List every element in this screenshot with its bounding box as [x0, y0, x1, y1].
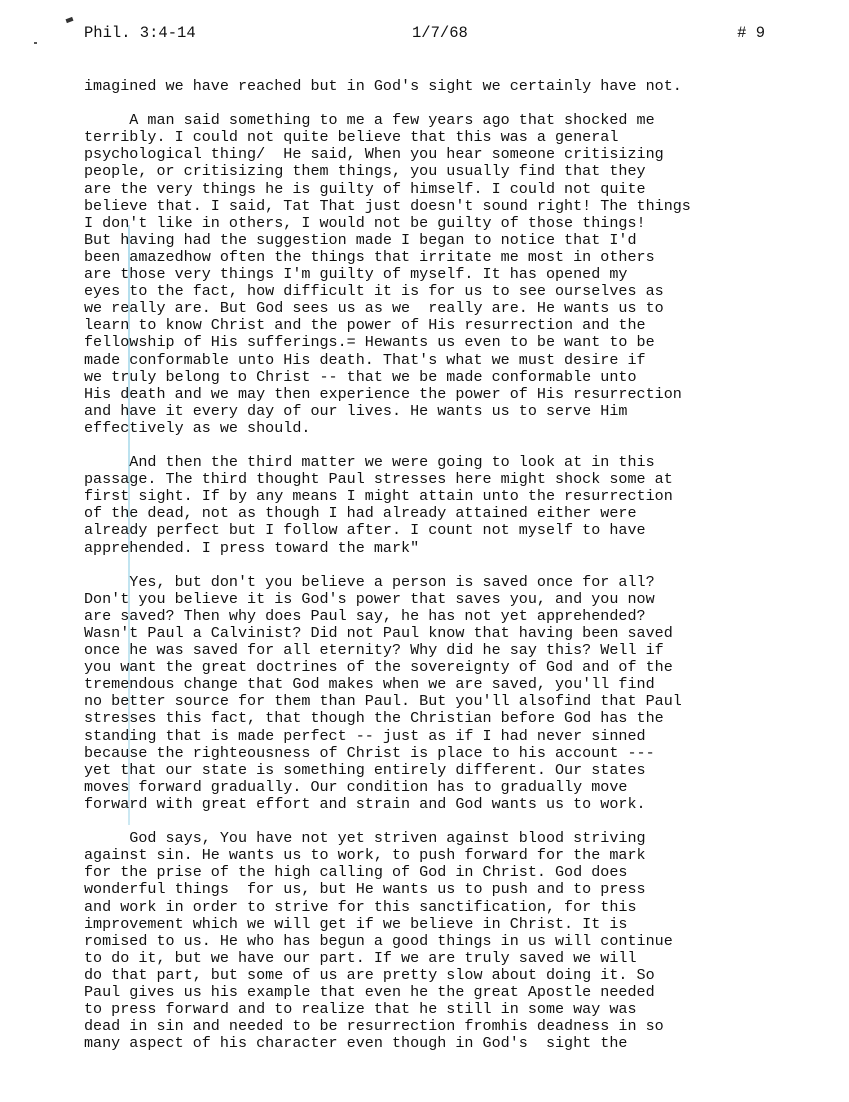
text-line: tremendous change that God makes when we are saved, you'll find: [84, 675, 655, 694]
paragraph-gap: [84, 557, 784, 574]
text-line: first sight. If by any means I might attain unto the resurrection: [84, 487, 673, 506]
text-line: are saved? Then why does Paul say, he has not yet apprehended?: [84, 606, 646, 625]
text-line: against sin. He wants us to work, to push forward for the mark: [84, 846, 646, 865]
text-line: apprehended. I press toward the mark": [84, 538, 420, 557]
text-line: no better source for them than Paul. But you'll alsofind that Paul: [84, 692, 682, 711]
text-line: are the very things he is guilty of himself. I could not quite: [84, 179, 646, 198]
text-line: passage. The third thought Paul stresses here might shock some at: [84, 470, 673, 489]
text-line: fellowship of His sufferings.= Hewants us even to be want to be: [84, 333, 655, 352]
text-line: already perfect but I follow after. I count not myself to have: [84, 521, 646, 540]
text-line: we truly belong to Christ -- that we be made conformable unto: [84, 367, 637, 386]
text-line: terribly. I could not quite believe that this was a general: [84, 128, 619, 147]
margin-dot: [34, 42, 37, 44]
text-line: wonderful things for us, but He wants us to push and to press: [84, 880, 646, 899]
text-line: you want the great doctrines of the sovereignty of God and of the: [84, 658, 673, 677]
text-line: And then the third matter we were going to look at in this: [84, 453, 655, 472]
paragraph-gap: [84, 437, 784, 454]
text-line: believe that. I said, Tat That just doesn't sound right! The things: [84, 196, 691, 215]
text-line: once he was saved for all eternity? Why did he say this? Well if: [84, 641, 664, 660]
text-line: moves forward gradually. Our condition has to gradually move: [84, 777, 628, 796]
text-line: do that part, but some of us are pretty slow about doing it. So: [84, 965, 655, 984]
text-line: to press forward and to realize that he still in some way was: [84, 1000, 637, 1019]
text-line: Paul gives us his example that even he the great Apostle needed: [84, 982, 655, 1001]
text-line: we really are. But God sees us as we really are. He wants us to: [84, 299, 664, 318]
text-line: standing that is made perfect -- just as if I had never sinned: [84, 726, 646, 745]
text-line: people, or critisizing them things, you usually find that they: [84, 162, 646, 181]
text-line: I don't like in others, I would not be guilty of those things!: [84, 213, 646, 232]
text-line: Wasn't Paul a Calvinist? Did not Paul know that having been saved: [84, 624, 673, 642]
page-number: # 9: [737, 24, 765, 42]
paragraph-gap: [84, 813, 784, 830]
text-line: A man said something to me a few years ago that shocked me: [84, 111, 655, 130]
text-line: learn to know Christ and the power of His resurrection and the: [84, 316, 646, 335]
text-line: improvement which we will get if we believe in Christ. It is: [84, 914, 628, 933]
page-header: [84, 24, 765, 46]
text-line: and work in order to strive for this sanctification, for this: [84, 897, 637, 916]
text-line: made conformable unto His death. That's what we must desire if: [84, 350, 646, 369]
text-line: yet that our state is something entirely different. Our states: [84, 760, 646, 779]
text-line: Don't you believe it is God's power that saves you, and you now: [84, 589, 655, 608]
document-body: [84, 78, 784, 1052]
text-line: to do it, but we have our part. If we are truly saved we will: [84, 948, 637, 967]
text-line: of the dead, not as though I had already attained either were: [84, 504, 637, 523]
scripture-reference: Phil. 3:4-14: [84, 24, 196, 42]
text-line: because the righteousness of Christ is place to his account ---: [84, 743, 655, 762]
text-line: God says, You have not yet striven against blood striving: [84, 829, 646, 848]
text-line: His death and we may then experience the power of His resurrection: [84, 384, 682, 403]
paragraph-gap: [84, 95, 784, 112]
text-line: effectively as we should.: [84, 418, 311, 437]
text-line: But having had the suggestion made I began to notice that I'd: [84, 230, 637, 249]
text-line: dead in sin and needed to be resurrection fromhis deadness in so: [84, 1017, 664, 1036]
text-line: eyes to the fact, how difficult it is for us to see ourselves as: [84, 282, 664, 301]
text-line: and have it every day of our lives. He wants us to serve Him: [84, 401, 628, 420]
text-line: romised to us. He who has begun a good things in us will continue: [84, 931, 673, 950]
text-line: psychological thing/ He said, When you hear someone critisizing: [84, 145, 664, 164]
text-line: forward with great effort and strain and God wants us to work.: [84, 794, 646, 813]
text-line: been amazedhow often the things that irritate me most in others: [84, 247, 655, 266]
sermon-date: 1/7/68: [412, 24, 468, 42]
text-line: many aspect of his character even though in God's sight the: [84, 1034, 628, 1053]
handwritten-mark: [66, 17, 74, 23]
text-line: are those very things I'm guilty of myself. It has opened my: [84, 265, 628, 284]
text-line: Yes, but don't you believe a person is saved once for all?: [84, 572, 655, 591]
text-line: imagined we have reached but in God's sight we certainly have not.: [84, 77, 682, 95]
text-line: stresses this fact, that though the Christian before God has the: [84, 709, 664, 728]
text-line: for the prise of the high calling of God in Christ. God does: [84, 863, 628, 882]
